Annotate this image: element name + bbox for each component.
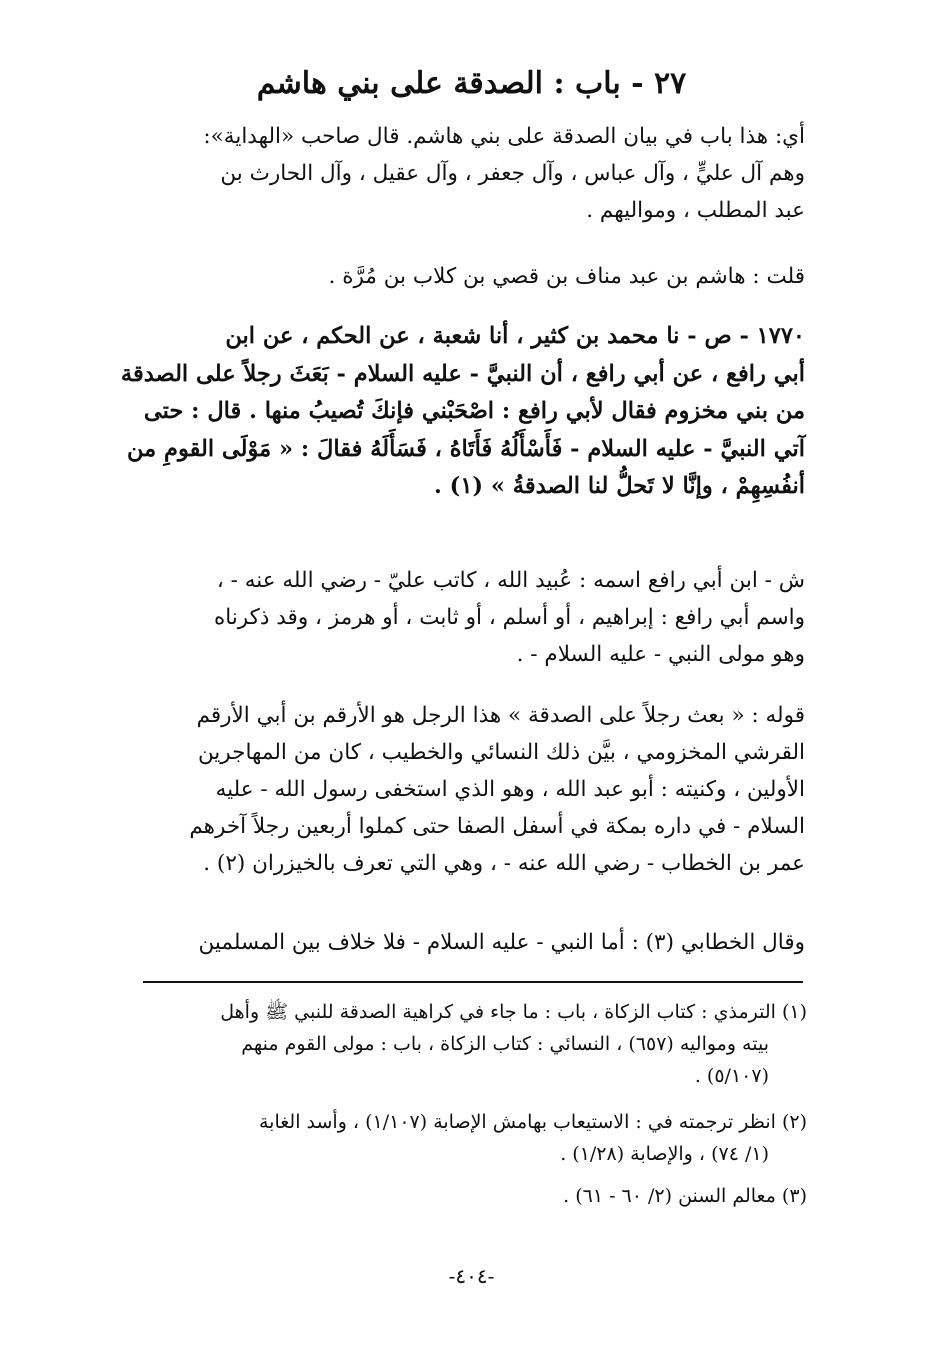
footnote-line: بيته ومواليه (٦٥٧) ، النسائي : كتاب الزكاة ، باب : مولى القوم منهم (241, 1033, 769, 1055)
text-line: السلام - في داره بمكة في أسفل الصفا حتى كملوا أربعين رجلاً آخرهم (189, 814, 805, 839)
text-line: الأولين ، وكنيته : أبو عبد الله ، وهو الذي استخفى رسول الله - عليه (215, 777, 805, 802)
footnote-line: (١) الترمذي : كتاب الزكاة ، باب : ما جاء في كراهية الصدقة للنبي ﷺ وأهل (220, 1001, 807, 1023)
text-line: وهو مولى النبي - عليه السلام - . (516, 642, 805, 667)
commentary-paragraph (98, 697, 805, 882)
text-line: وقال الخطابي (٣) : أما النبي - عليه السلام - فلا خلاف بين المسلمين (198, 930, 805, 955)
text-line: عمر بن الخطاب - رضي الله عنه - ، وهي التي تعرف بالخيزران (٢) . (203, 851, 805, 876)
text-line: قلت : هاشم بن عبد مناف بن قصي بن كلاب بن مُرَّة . (328, 264, 805, 289)
khattabi-paragraph (98, 924, 805, 961)
page-number: -٤٠٤- (448, 1264, 495, 1288)
footnote-1 (110, 996, 807, 1092)
footnote-line: (٣) معالم السنن (٢/ ٦٠ - ٦١) . (563, 1185, 807, 1207)
text-line: عبد المطلب ، ومواليهم . (586, 198, 805, 223)
chapter-title: ٢٧ - باب : الصدقة على بني هاشم (256, 66, 687, 101)
text-line: أي: هذا باب في بيان الصدقة على بني هاشم. قال صاحب «الهداية»: (203, 124, 805, 149)
footnote-line: (٥/١٠٧) . (694, 1065, 769, 1087)
intro-paragraph (98, 118, 805, 229)
footnote-2 (110, 1106, 807, 1170)
hadith-line: أنفُسِهِمْ ، وإنَّا لا تَحلُّ لنا الصدقةُ » (١) . (434, 473, 805, 499)
note-paragraph (98, 258, 805, 295)
footnote-line: (١/ ٧٤) ، والإصابة (١/٢٨) . (560, 1143, 769, 1165)
footnote-3 (110, 1180, 807, 1212)
text-line: القرشي المخزومي ، بيَّن ذلك النسائي والخطيب ، كان من المهاجرين (197, 740, 805, 765)
hadith-line: من بني مخزوم فقال لأبي رافع : اصْحَبْني فإنكَ تُصيبُ منها . قال : حتى (143, 398, 805, 424)
hadith-line: ١٧٧٠ - ص - نا محمد بن كثير ، أنا شعبة ، عن الحكم ، عن ابن (225, 323, 805, 349)
sharh-paragraph (98, 562, 805, 673)
footnote-line: (٢) انظر ترجمته في : الاستيعاب بهامش الإصابة (١/١٠٧) ، وأسد الغابة (259, 1111, 807, 1133)
hadith-paragraph (98, 318, 805, 506)
text-line: قوله : « بعث رجلاً على الصدقة » هذا الرجل هو الأرقم بن أبي الأرقم (196, 703, 805, 728)
text-line: واسم أبي رافع : إبراهيم ، أو أسلم ، أو ثابت ، أو هرمز ، وقد ذكرناه (213, 605, 805, 630)
text-line: ش - ابن أبي رافع اسمه : عُبيد الله ، كاتب عليّ - رضي الله عنه - ، (216, 568, 805, 593)
hadith-line: أبي رافع ، عن أبي رافع ، أن النبيَّ - عليه السلام - بَعَثَ رجلاً على الصدقة (120, 360, 805, 387)
footnote-divider (143, 981, 803, 983)
text-line: وهم آل عليٍّ ، وآل عباس ، وآل جعفر ، وآل عقيل ، وآل الحارث بن (220, 161, 805, 186)
hadith-line: آتي النبيَّ - عليه السلام - فَأَسْأَلُهُ فَأَتَاهُ ، فَسَأَلَهُ فقالَ : « مَوْلَى القومِ من (127, 435, 805, 462)
